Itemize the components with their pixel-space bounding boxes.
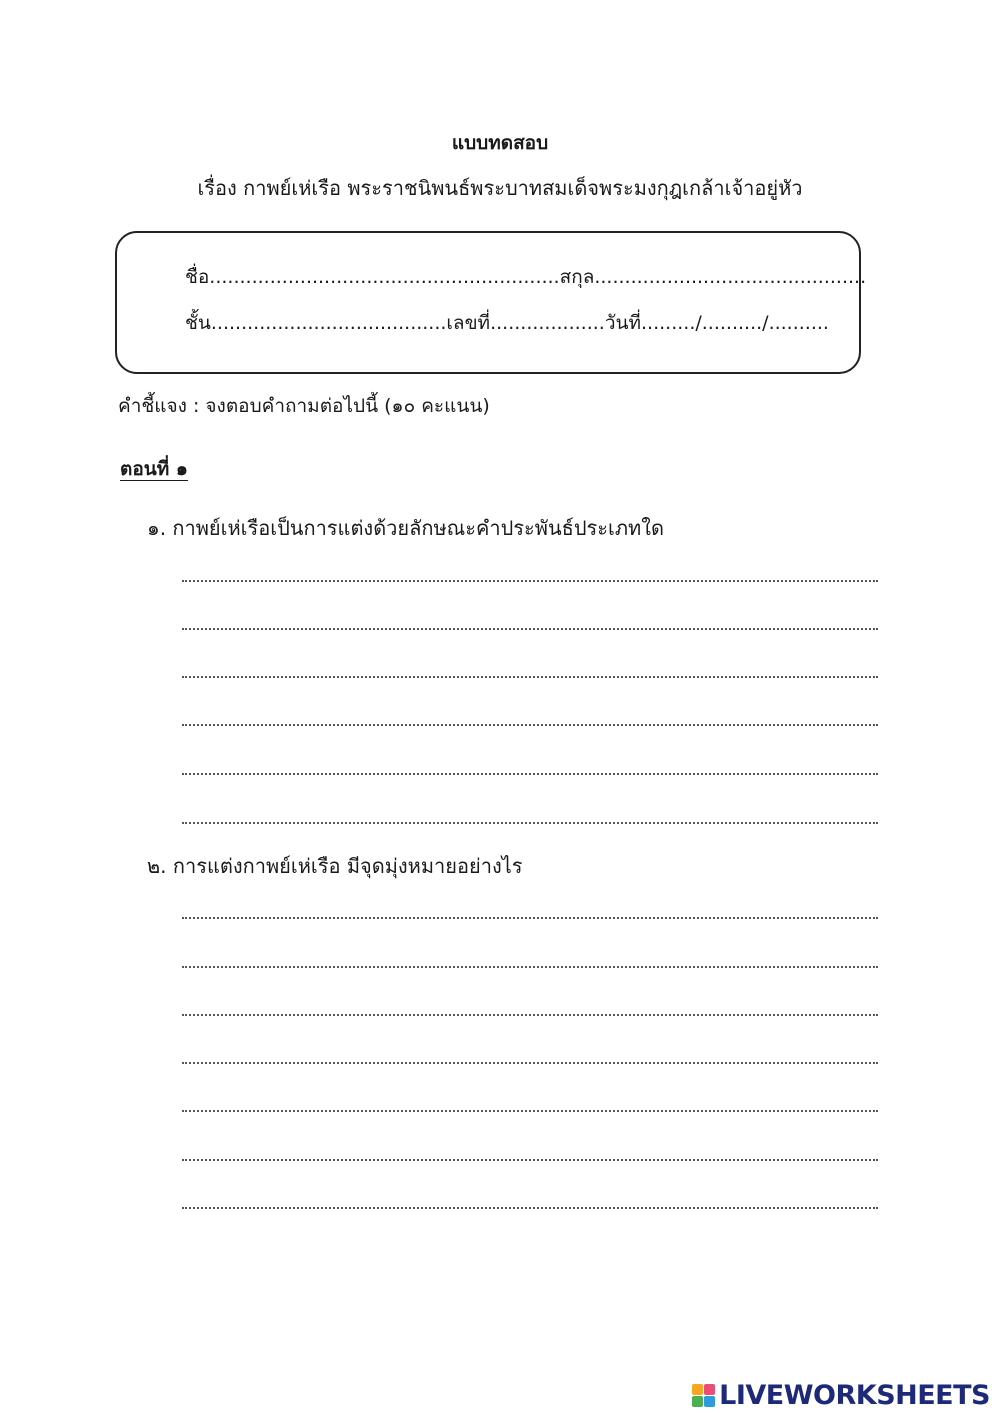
answer-line[interactable] [182, 580, 878, 582]
instruction-text: คำชี้แจง : จงตอบคำถามต่อไปนี้ (๑๐ คะแนน) [118, 395, 490, 417]
document-title: แบบทดสอบ [451, 132, 549, 154]
answer-line[interactable] [182, 1014, 878, 1016]
name-surname-line[interactable]: ชื่อ..........................................................สกุล............................................. [185, 266, 867, 288]
answer-line[interactable] [182, 966, 878, 968]
answer-line[interactable] [182, 628, 878, 630]
student-info-box [115, 231, 861, 374]
logo-text: LIVEWORKSHEETS [719, 1380, 990, 1411]
document-subtitle: เรื่อง กาพย์เห่เรือ พระราชนิพนธ์พระบาทสมเด็จพระมงกุฎเกล้าเจ้าอยู่หัว [197, 176, 803, 200]
answer-line[interactable] [182, 917, 878, 919]
answer-line[interactable] [182, 724, 878, 726]
answer-line[interactable] [182, 676, 878, 678]
class-number-date-line[interactable]: ชั้น.......................................เลขที่...................วันที่........./........../.......... [185, 312, 829, 334]
answer-line[interactable] [182, 1207, 878, 1209]
question-1: ๑. กาพย์เห่เรือเป็นการแต่งด้วยลักษณะคำประพันธ์ประเภทใด [147, 516, 664, 540]
liveworksheets-logo-icon [692, 1384, 715, 1407]
answer-line[interactable] [182, 822, 878, 824]
answer-line[interactable] [182, 1159, 878, 1161]
answer-line[interactable] [182, 773, 878, 775]
answer-line[interactable] [182, 1110, 878, 1112]
section-title: ตอนที่ ๑ [120, 458, 188, 480]
liveworksheets-logo [692, 1380, 990, 1411]
question-2: ๒. การแต่งกาพย์เห่เรือ มีจุดมุ่งหมายอย่างไร [147, 854, 523, 878]
answer-line[interactable] [182, 1062, 878, 1064]
